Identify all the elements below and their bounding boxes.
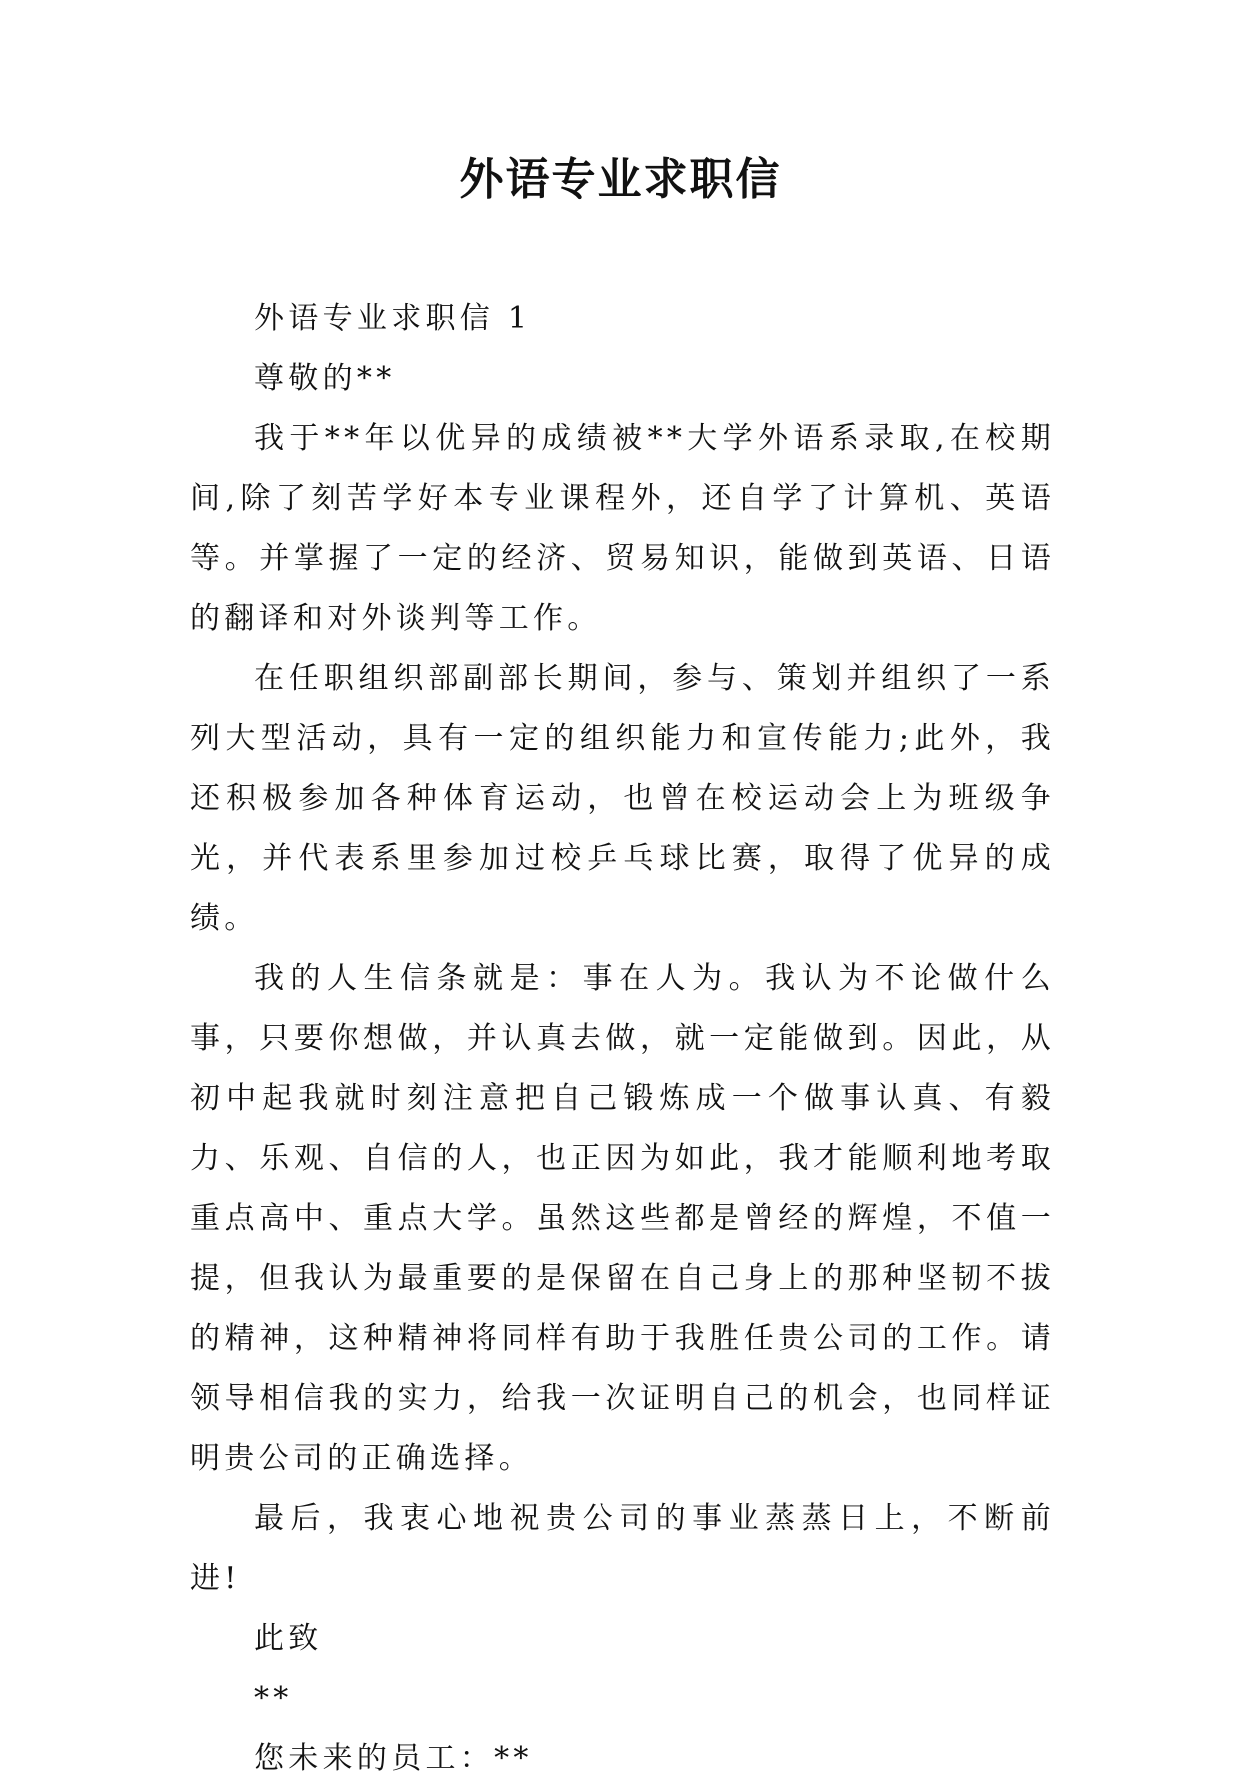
paragraph-motto: 我的人生信条就是：事在人为。我认为不论做什么事，只要你想做，并认真去做，就一定能做到。因此，从初中起我就时刻注意把自己锻炼成一个做事认真、有毅力、乐观、自信的人，也正因为如此，我才能顺利地考取重点高中、重点大学。虽然这些都是曾经的辉煌，不值一提，但我认为最重要的是保留在自己身上的那种坚韧不拔的精神，这种精神将同样有助于我胜任贵公司的工作。请领导相信我的实力，给我一次证明自己的机会，也同样证明贵公司的正确选择。	[190, 961, 1055, 1476]
document-title: 外语专业求职信	[459, 154, 782, 205]
signature: 您未来的员工：**	[254, 1741, 533, 1776]
document-body	[190, 289, 1055, 1789]
closing-phrase: 此致	[254, 1621, 323, 1656]
salutation: 尊敬的**	[254, 361, 396, 396]
paragraph-activities: 在任职组织部副部长期间，参与、策划并组织了一系列大型活动，具有一定的组织能力和宣传能力;此外，我还积极参加各种体育运动，也曾在校运动会上为班级争光，并代表系里参加过校乒乓球比赛，取得了优异的成绩。	[190, 661, 1055, 936]
recipient-placeholder: **	[254, 1681, 293, 1716]
paragraph-closing-wish: 最后，我衷心地祝贵公司的事业蒸蒸日上，不断前进!	[190, 1501, 1055, 1596]
section-heading: 外语专业求职信 1	[254, 301, 532, 336]
paragraph-education: 我于**年以优异的成绩被**大学外语系录取,在校期间,除了刻苦学好本专业课程外，还自学了计算机、英语等。并掌握了一定的经济、贸易知识，能做到英语、日语的翻译和对外谈判等工作。	[190, 421, 1055, 636]
